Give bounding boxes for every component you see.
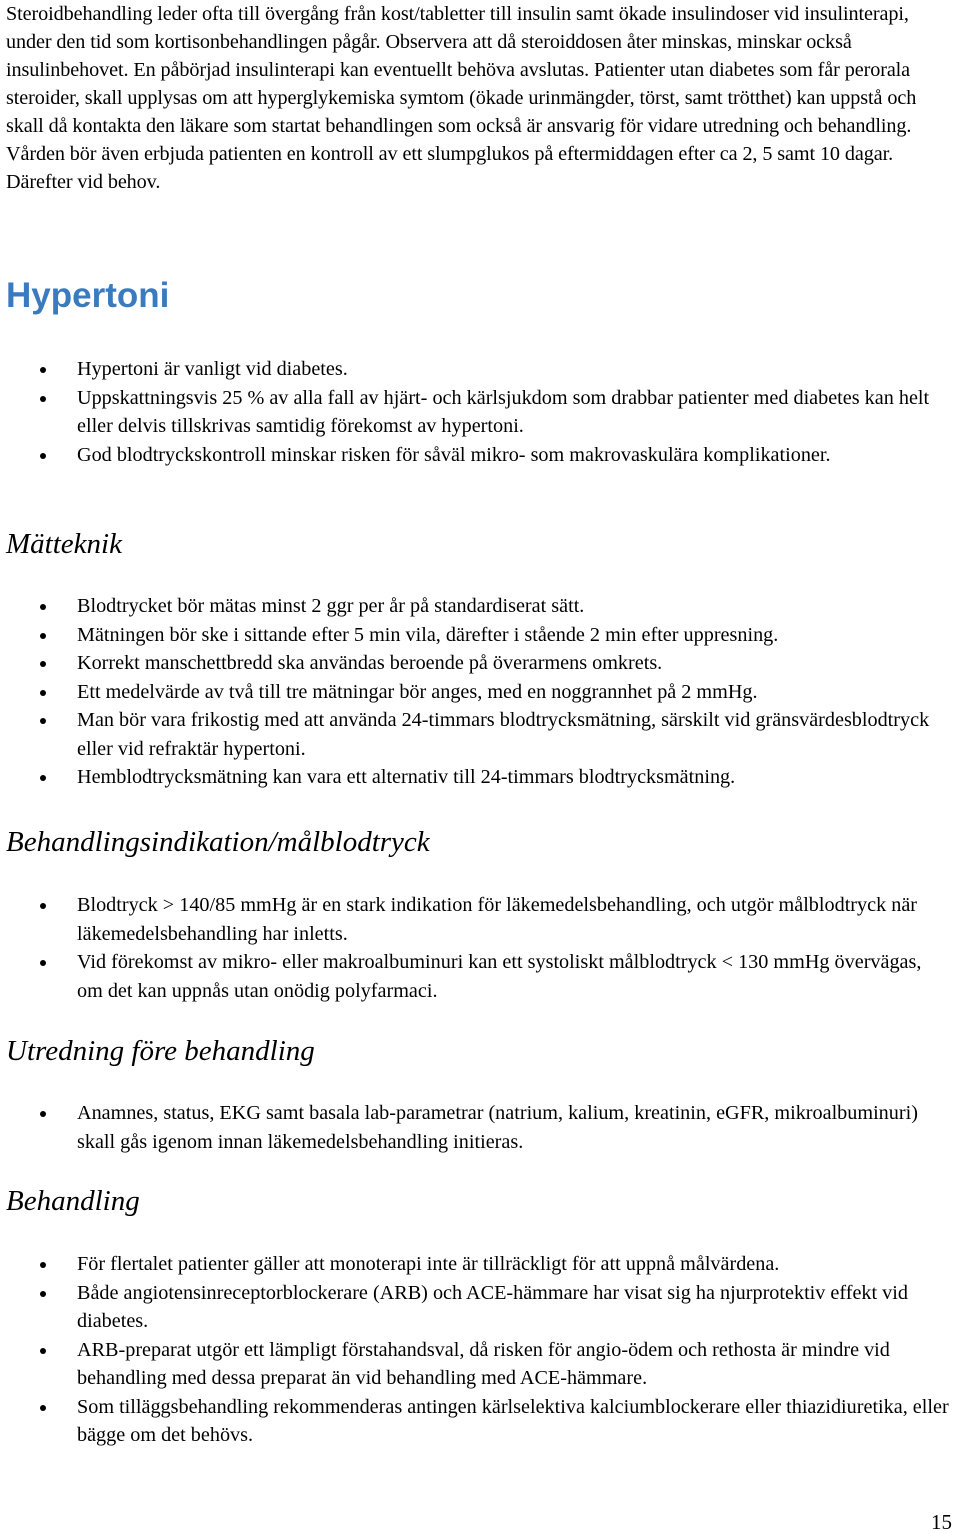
bullet-icon xyxy=(40,1405,46,1411)
bullet-icon xyxy=(40,1291,46,1297)
list-item: Blodtryck > 140/85 mmHg är en stark indikation för läkemedelsbehandling, och utgör målblodtryck när läkemedelsbehandling har inletts. xyxy=(6,891,952,948)
list-item: Som tilläggsbehandling rekommenderas antingen kärlselektiva kalciumblockerare eller thiazidiuretika, eller bägge om det behövs. xyxy=(6,1393,952,1450)
heading-behandlingsindikation: Behandlingsindikation/målblodtryck xyxy=(6,826,430,858)
hypertoni-list xyxy=(6,355,952,469)
list-item: Man bör vara frikostig med att använda 24-timmars blodtrycksmätning, särskilt vid gränsvärdesblodtryck eller vid refraktär hypertoni. xyxy=(6,706,952,763)
page-number: 15 xyxy=(931,1510,952,1534)
bullet-icon xyxy=(40,960,46,966)
list-item: Korrekt manschettbredd ska användas beroende på överarmens omkrets. xyxy=(6,649,952,678)
intro-paragraph: Steroidbehandling leder ofta till övergång från kost/tabletter till insulin samt ökade insulindoser vid insulinterapi, under den tid som kortisonbehandlingen pågår. Observera att då steroiddosen åter minskas, minskar också insulinbehovet. En påbörjad insulinterapi kan eventuellt behöva avslutas. Patienter utan diabetes som får perorala steroider, skall upplysas om att hyperglykemiska symtom (ökade urinmängder, törst, samt trötthet) kan uppstå och skall då kontakta den läkare som startat behandlingen som också är ansvarig för vidare utredning och behandling. Vården bör även erbjuda patienten en kontroll av ett slumpglukos på eftermiddagen efter ca 2, 5 samt 10 dagar. Därefter vid behov. xyxy=(6,3,917,193)
bullet-icon xyxy=(40,1348,46,1354)
bullet-icon xyxy=(40,661,46,667)
list-item: Anamnes, status, EKG samt basala lab-parametrar (natrium, kalium, kreatinin, eGFR, mikroalbuminuri) skall gås igenom innan läkemedelsbehandling initieras. xyxy=(6,1099,952,1156)
list-item: Blodtrycket bör mätas minst 2 ggr per år på standardiserat sätt. xyxy=(6,592,952,621)
list-item: Mätningen bör ske i sittande efter 5 min vila, därefter i stående 2 min efter uppresning. xyxy=(6,621,952,650)
list-item: Ett medelvärde av två till tre mätningar bör anges, med en noggrannhet på 2 mmHg. xyxy=(6,678,952,707)
list-item: Hemblodtrycksmätning kan vara ett alternativ till 24-timmars blodtrycksmätning. xyxy=(6,763,952,792)
bullet-icon xyxy=(40,367,46,373)
behandling-list xyxy=(6,1250,952,1450)
bullet-icon xyxy=(40,1111,46,1117)
list-item: Vid förekomst av mikro- eller makroalbuminuri kan ett systoliskt målblodtryck < 130 mmHg övervägas, om det kan uppnås utan onödig polyfarmaci. xyxy=(6,948,952,1005)
list-item: För flertalet patienter gäller att monoterapi inte är tillräckligt för att uppnå målvärdena. xyxy=(6,1250,952,1279)
bullet-icon xyxy=(40,690,46,696)
bullet-icon xyxy=(40,903,46,909)
heading-matteknik: Mätteknik xyxy=(6,528,122,560)
bullet-icon xyxy=(40,453,46,459)
bullet-icon xyxy=(40,604,46,610)
list-item: ARB-preparat utgör ett lämpligt förstahandsval, då risken för angio-ödem och rethosta är mindre vid behandling med dessa preparat än vid behandling med ACE-hämmare. xyxy=(6,1336,952,1393)
indikation-list xyxy=(6,891,952,1005)
bullet-icon xyxy=(40,718,46,724)
utredning-list xyxy=(6,1099,952,1156)
list-item: Både angiotensinreceptorblockerare (ARB) och ACE-hämmare har visat sig ha njurprotektiv effekt vid diabetes. xyxy=(6,1279,952,1336)
bullet-icon xyxy=(40,396,46,402)
bullet-icon xyxy=(40,775,46,781)
list-item: God blodtryckskontroll minskar risken för såväl mikro- som makrovaskulära komplikationer. xyxy=(6,441,952,470)
heading-utredning: Utredning före behandling xyxy=(6,1035,315,1067)
list-item: Uppskattningsvis 25 % av alla fall av hjärt- och kärlsjukdom som drabbar patienter med diabetes kan helt eller delvis tillskrivas samtidig förekomst av hypertoni. xyxy=(6,384,952,441)
document-page xyxy=(6,0,954,1446)
heading-behandling: Behandling xyxy=(6,1185,140,1217)
matteknik-list xyxy=(6,592,952,792)
bullet-icon xyxy=(40,633,46,639)
list-item: Hypertoni är vanligt vid diabetes. xyxy=(6,355,952,384)
heading-hypertoni: Hypertoni xyxy=(6,276,170,315)
bullet-icon xyxy=(40,1262,46,1268)
